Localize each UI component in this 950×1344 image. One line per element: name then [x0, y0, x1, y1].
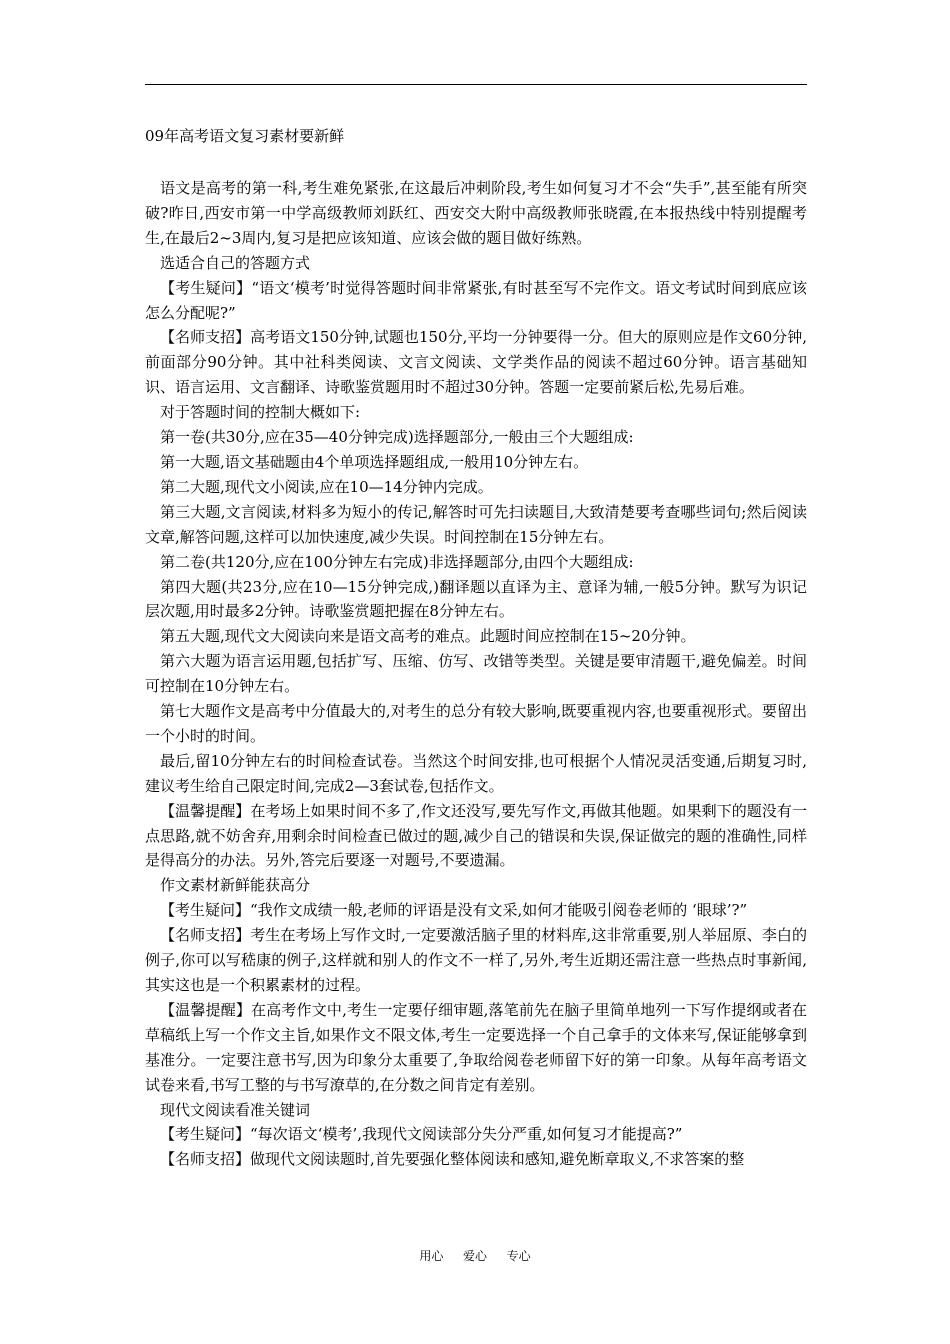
document-body	[145, 176, 807, 1172]
paragraph-essay-question: 【考生疑问】“我作文成绩一般,老师的评语是没有文采,如何才能吸引阅卷老师的 ‘眼球’?”	[160, 901, 748, 920]
paragraph-reading-question: 【考生疑问】“每次语文‘模考’,我现代文阅读部分失分严重,如何复习才能提高?”	[160, 1125, 683, 1144]
paragraph-time-control: 对于答题时间的控制大概如下:	[160, 403, 361, 422]
document-title: 09年高考语文复习素材要新鲜	[145, 127, 345, 145]
paragraph-question-five: 第五大题,现代文大阅读向来是语文高考的难点。此题时间应控制在15~20分钟。	[160, 627, 696, 646]
paragraph-essay-reminder: 【温馨提醒】在高考作文中,考生一定要仔细审题,落笔前先在脑子里简单地列一下写作提纲或者在草稿纸上写一个作文主旨,如果作文不限文体,考生一定要选择一个自己拿手的文体来写,保证能够拿到基准分。一定要注意书写,因为印象分太重要了,争取给阅卷老师留下好的第一印象。从每年高考语文试卷来看,书写工整的与书写潦草的,在分数之间肯定有差别。	[145, 1000, 807, 1094]
paragraph-volume-one: 第一卷(共30分,应在35—40分钟完成)选择题部分,一般由三个大题组成:	[160, 428, 634, 447]
paragraph-final-check: 最后,留10分钟左右的时间检查试卷。当然这个时间安排,也可根据个人情况灵活变通,后期复习时,建议考生给自己限定时间,完成2—3套试卷,包括作文。	[145, 751, 807, 795]
paragraph-question-two: 第二大题,现代文小阅读,应在10—14分钟内完成。	[160, 477, 493, 496]
section-heading-reading-keywords: 现代文阅读看准关键词	[160, 1100, 311, 1119]
paragraph-intro: 语文是高考的第一科,考生难免紧张,在这最后冲刺阶段,考生如何复习才不会“失手”,甚至能有所突破?昨日,西安市第一中学高级教师刘跃红、西安交大附中高级教师张晓霞,在本报热线中特别提醒考生,在最后2~3周内,复习是把应该知道、应该会做的题目做好练熟。	[145, 179, 807, 247]
section-heading-essay-material: 作文素材新鲜能获高分	[160, 876, 311, 895]
paragraph-volume-two: 第二卷(共120分,应在100分钟左右完成)非选择题部分,由四个大题组成:	[160, 552, 634, 571]
paragraph-question-four: 第四大题(共23分,应在10—15分钟完成,)翻译题以直译为主、意译为辅,一般5分钟。默写为识记层次题,用时最多2分钟。诗歌鉴赏题把握在8分钟左右。	[145, 577, 807, 621]
page-footer: 用心 爱心 专心	[419, 1249, 531, 1263]
paragraph-question-one: 第一大题,语文基础题由4个单项选择题组成,一般用10分钟左右。	[160, 452, 589, 471]
paragraph-warm-reminder: 【温馨提醒】在考场上如果时间不多了,作文还没写,要先写作文,再做其他题。如果剩下的题没有一点思路,就不妨舍弃,用剩余时间检查已做过的题,减少自己的错误和失误,保证做完的题的准确性,同样是得高分的办法。另外,答完后要逐一对题号,不要遗漏。	[145, 801, 807, 870]
section-heading-answer-method: 选适合自己的答题方式	[160, 253, 311, 272]
paragraph-essay-advice: 【名师支招】考生在考场上写作文时,一定要激活脑子里的材料库,这非常重要,别人举屈原、李白的例子,你可以写嵇康的例子,这样就和别人的作文不一样了,另外,考生近期还需注意一些热点时事新闻,其实这也是一个积累素材的过程。	[145, 926, 807, 994]
paragraph-student-question: 【考生疑问】“语文‘模考’时觉得答题时间非常紧张,有时甚至写不完作文。语文考试时间到底应该怎么分配呢?”	[145, 278, 807, 322]
header-rule	[145, 84, 807, 85]
paragraph-question-three: 第三大题,文言阅读,材料多为短小的传记,解答时可先扫读题目,大致清楚要考查哪些词句;然后阅读文章,解答问题,这样可以加快速度,减少失误。时间控制在15分钟左右。	[145, 502, 807, 546]
paragraph-question-seven: 第七大题作文是高考中分值最大的,对考生的总分有较大影响,既要重视内容,也要重视形式。要留出一个小时的时间。	[145, 702, 807, 745]
paragraph-teacher-advice: 【名师支招】高考语文150分钟,试题也150分,平均一分钟要得一分。但大的原则应是作文60分钟,前面部分90分钟。其中社科类阅读、文言文阅读、文学类作品的阅读不超过60分钟。语言基础知识、语言运用、文言翻译、诗歌鉴赏题用时不超过30分钟。答题一定要前紧后松,先易后难。	[145, 328, 807, 397]
paragraph-question-six: 第六大题为语言运用题,包括扩写、压缩、仿写、改错等类型。关键是要审清题干,避免偏差。时间可控制在10分钟左右。	[145, 652, 807, 696]
paragraph-reading-advice: 【名师支招】做现代文阅读题时,首先要强化整体阅读和感知,避免断章取义,不求答案的整	[160, 1150, 745, 1169]
